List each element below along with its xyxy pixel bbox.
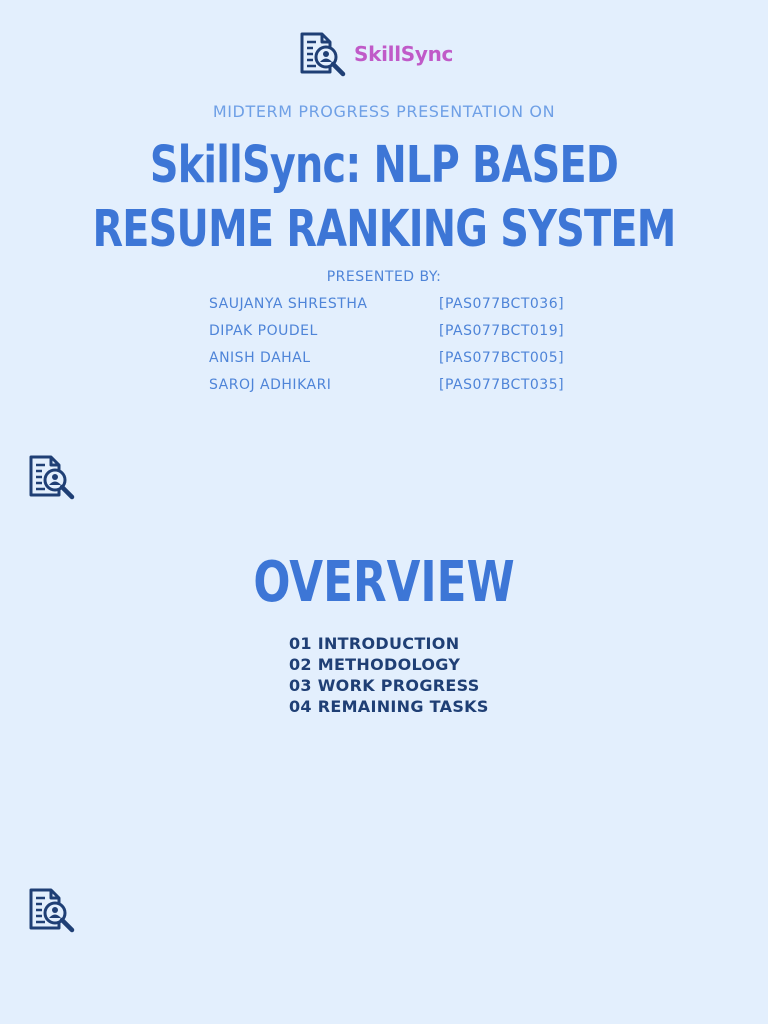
author-roll-number: [PAS077BCT035] — [439, 377, 565, 393]
author-roll-number: [PAS077BCT036] — [439, 296, 565, 312]
author-list — [0, 296, 768, 416]
author-name: SAUJANYA SHRESTHA — [209, 296, 368, 312]
brand-logo — [298, 30, 453, 78]
author-row — [0, 377, 768, 397]
title-line-2: RESUME RANKING SYSTEM — [92, 200, 676, 259]
author-roll-number: [PAS077BCT005] — [439, 350, 565, 366]
brand-name: SkillSync — [354, 42, 454, 66]
resume-search-icon — [27, 886, 77, 934]
title-line-1: SkillSync: NLP BASED — [149, 136, 619, 195]
author-row — [0, 323, 768, 343]
resume-search-icon — [298, 30, 348, 78]
resume-search-icon — [27, 453, 77, 501]
author-row — [0, 296, 768, 316]
author-name: SAROJ ADHIKARI — [209, 377, 332, 393]
author-name: ANISH DAHAL — [209, 350, 311, 366]
overview-item-introduction: 01 INTRODUCTION — [289, 634, 460, 653]
author-name: DIPAK POUDEL — [209, 323, 318, 339]
overview-list — [289, 633, 589, 717]
presented-by-label: PRESENTED BY: — [326, 269, 442, 285]
overview-item-methodology: 02 METHODOLOGY — [289, 655, 461, 674]
author-row — [0, 350, 768, 370]
overview-heading: OVERVIEW — [253, 550, 515, 615]
author-roll-number: [PAS077BCT019] — [439, 323, 565, 339]
overview-item-work-progress: 03 WORK PROGRESS — [289, 676, 480, 695]
presentation-subtitle: MIDTERM PROGRESS PRESENTATION ON — [212, 102, 556, 121]
overview-item-remaining-tasks: 04 REMAINING TASKS — [289, 697, 489, 716]
